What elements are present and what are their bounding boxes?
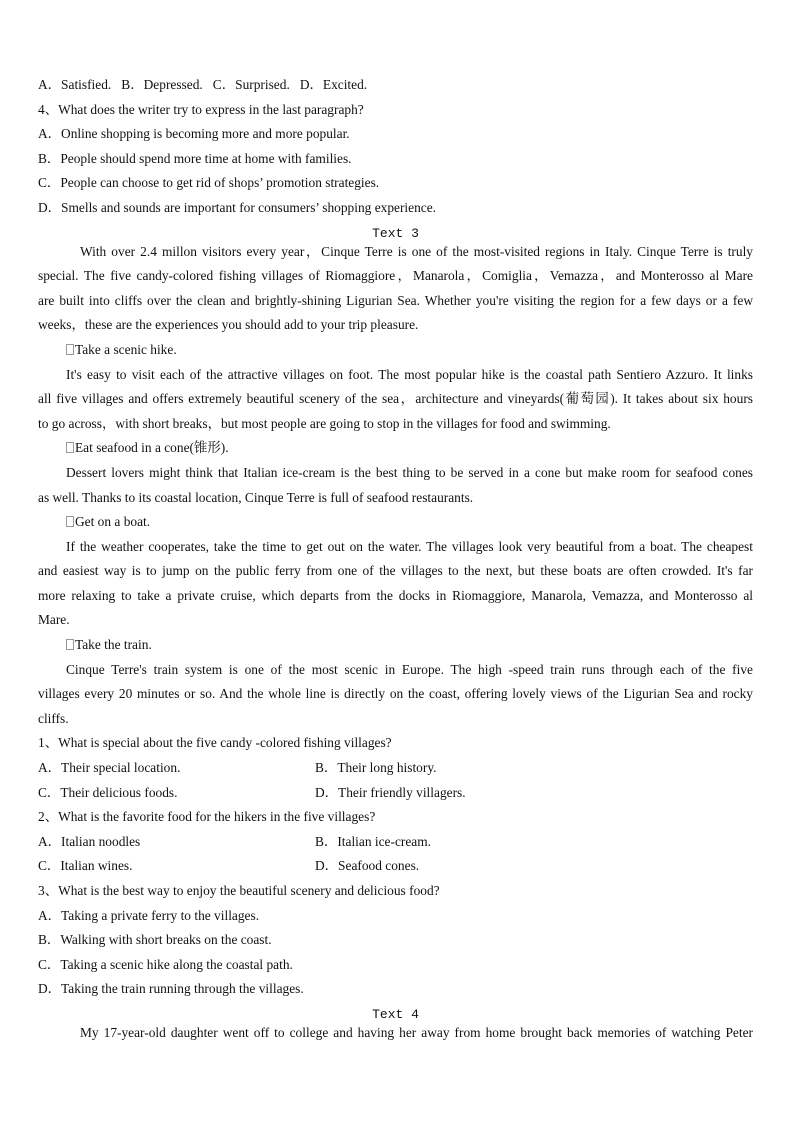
option-a: A．Italian noodles	[38, 833, 141, 849]
question-1: 1、What is special about the five candy -colored fishing villages?	[38, 735, 392, 751]
q2-options-row	[38, 830, 753, 855]
section-heading-seafood	[38, 436, 753, 461]
option-c: C．Their delicious foods.	[38, 784, 178, 800]
intro-line: special. The five candy-colored fishing villages of Riomaggiore，Manarola，Comiglia，Vemazza，and Monterosso al Mare	[38, 268, 753, 284]
body-line: It's easy to visit each of the attractive villages on foot. The most popular hike is the coastal path Sentiero Azzuro. It links	[66, 366, 753, 382]
option-b: B．Walking with short breaks on the coast.	[38, 932, 272, 948]
intro-line: weeks，these are the experiences you should add to your trip pleasure.	[38, 317, 419, 333]
section-heading-boat	[38, 510, 753, 535]
intro-line: are built into cliffs over the clean and brightly-shining Ligurian Sea. Whether you're visiting the region for a few days or a few	[38, 292, 753, 308]
heading-text: Take a scenic hike.	[75, 341, 177, 357]
body-line: cliffs.	[38, 710, 69, 726]
intro-line: With over 2.4 millon visitors every year，Cinque Terre is one of the most-visited regions in Italy. Cinque Terre is truly	[80, 243, 753, 259]
question-4: 4、What does the writer try to express in the last paragraph?	[38, 101, 364, 117]
option-d: D．Their friendly villagers.	[315, 784, 466, 800]
bullet-box-icon	[66, 639, 74, 650]
body-line: Dessert lovers might think that Italian ice-cream is the best thing to be served in a cone but make room for seafood cones	[66, 464, 753, 480]
option-b: B．Italian ice-cream.	[315, 833, 431, 849]
body-line: to go across，with short breaks，but most people are going to stop in the villages for food and swimming.	[38, 415, 611, 431]
option-a: A．Their special location.	[38, 760, 181, 776]
body-line: and easiest way is to jump on the public ferry from one of the villages to the next, but these boats are often crowded. It's far	[38, 563, 753, 579]
q4-option-d: D．Smells and sounds are important for consumers’ shopping experience.	[38, 199, 437, 215]
body-line: more relaxing to take a private cruise, which departs from the docks in Riomaggiore, Manarola, Vemazza, and Monterosso al	[38, 587, 753, 603]
body-line: as well. Thanks to its coastal location, Cinque Terre is full of seafood restaurants.	[38, 489, 474, 505]
body-line: villages every 20 minutes or so. And the whole line is directly on the coast, offering lovely views of the Ligurian Sea and rocky	[38, 686, 753, 702]
q4-option-b: B．People should spend more time at home with families.	[38, 150, 352, 166]
heading-text: Take the train.	[75, 637, 152, 653]
bullet-box-icon	[66, 344, 74, 355]
document-page	[38, 73, 753, 1046]
option-a: A．Taking a private ferry to the villages.	[38, 907, 260, 923]
body-line: If the weather cooperates, take the time to get out on the water. The villages look very beautiful from a boat. The cheapest	[66, 538, 753, 554]
question-3: 3、What is the best way to enjoy the beautiful scenery and delicious food?	[38, 883, 440, 898]
option-c: C．Taking a scenic hike along the coastal path.	[38, 956, 293, 972]
text3-title: Text 3	[372, 225, 419, 241]
question-2: 2、What is the favorite food for the hikers in the five villages?	[38, 809, 376, 825]
heading-text: Eat seafood in a cone(锥形).	[75, 440, 229, 456]
section-heading-hike	[38, 338, 753, 363]
bullet-box-icon	[66, 516, 74, 527]
q2-options-row	[38, 854, 753, 879]
option-b: B．Their long history.	[315, 760, 437, 776]
q3-options: A．Satisfied. B．Depressed. C．Surprised. D．Excited.	[38, 77, 368, 92]
q4-option-a: A．Online shopping is becoming more and more popular.	[38, 126, 350, 142]
option-d: D．Seafood cones.	[315, 858, 420, 874]
body-line: Cinque Terre's train system is one of the most scenic in Europe. The high -speed train runs through each of the five	[66, 661, 753, 677]
text4-title: Text 4	[372, 1006, 419, 1022]
heading-text: Get on a boat.	[75, 514, 151, 530]
text4-line: My 17-year-old daughter went off to college and having her away from home brought back memories of watching Peter	[80, 1024, 753, 1040]
option-d: D．Taking the train running through the villages.	[38, 981, 304, 997]
body-line: Mare.	[38, 612, 70, 628]
body-line: all five villages and offers extremely beautiful scenery of the sea，architecture and vineyards(葡萄园). It takes about six hours	[38, 391, 753, 407]
section-heading-train	[38, 633, 753, 658]
q1-options-row	[38, 781, 753, 806]
q4-option-c: C．People can choose to get rid of shops’ promotion strategies.	[38, 175, 380, 191]
q1-options-row	[38, 756, 753, 781]
bullet-box-icon	[66, 442, 74, 453]
option-c: C．Italian wines.	[38, 858, 133, 874]
